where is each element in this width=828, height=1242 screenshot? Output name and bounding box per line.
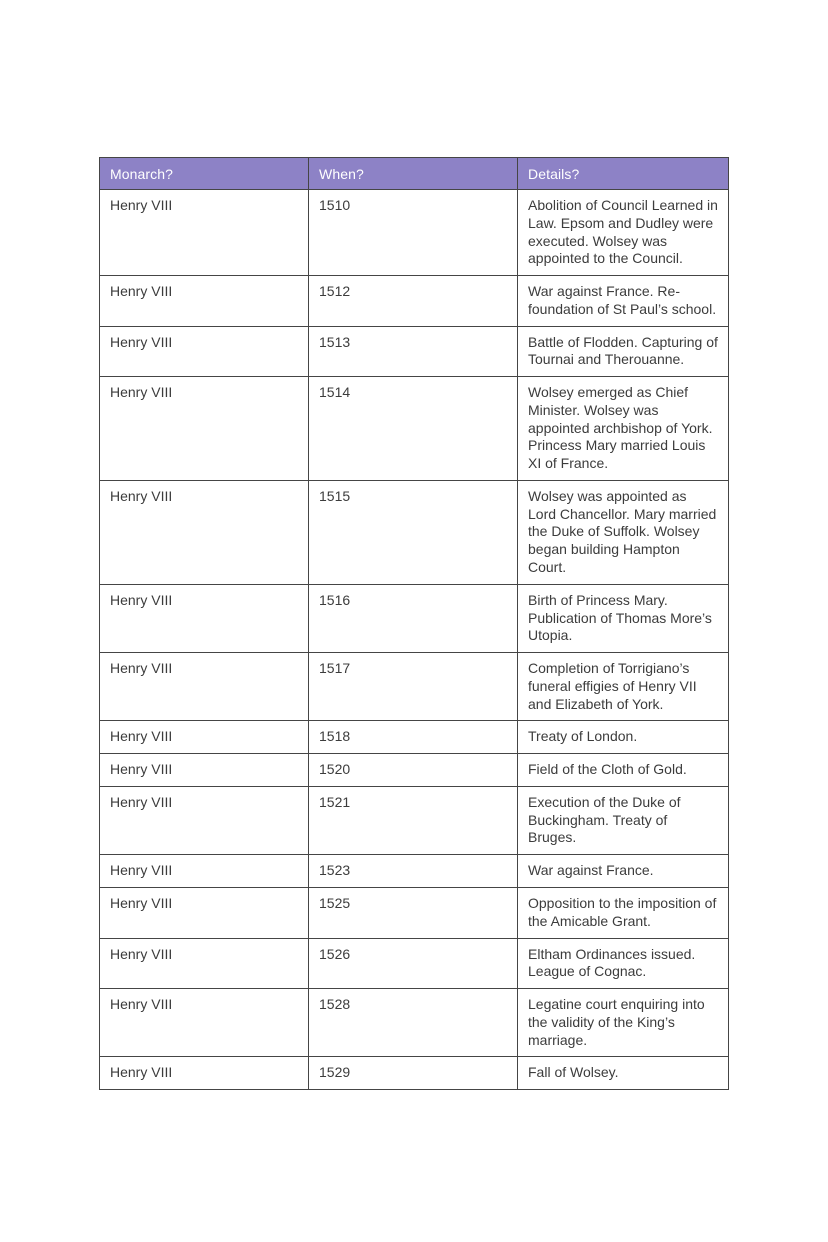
details-cell: Birth of Princess Mary. Publication of Thomas More’s Utopia.	[518, 584, 729, 652]
details-cell: Abolition of Council Learned in Law. Epsom and Dudley were executed. Wolsey was appointed to the Council.	[518, 190, 729, 276]
details-cell: Eltham Ordinances issued. League of Cognac.	[518, 938, 729, 989]
table-body	[100, 190, 729, 1090]
table-row	[100, 584, 729, 652]
table-row	[100, 989, 729, 1057]
table-header-row	[100, 158, 729, 190]
details-cell: War against France.	[518, 855, 729, 888]
when-cell: 1520	[309, 754, 518, 787]
when-cell: 1526	[309, 938, 518, 989]
details-cell: Wolsey emerged as Chief Minister. Wolsey was appointed archbishop of York. Princess Mary married Louis XI of France.	[518, 377, 729, 481]
monarch-cell: Henry VIII	[100, 584, 309, 652]
monarch-cell: Henry VIII	[100, 754, 309, 787]
when-cell: 1529	[309, 1057, 518, 1090]
monarch-cell: Henry VIII	[100, 276, 309, 327]
table-row	[100, 190, 729, 276]
details-cell: Execution of the Duke of Buckingham. Treaty of Bruges.	[518, 786, 729, 854]
details-cell: War against France. Re-foundation of St Paul’s school.	[518, 276, 729, 327]
table-row	[100, 938, 729, 989]
details-cell: Treaty of London.	[518, 721, 729, 754]
column-header-details: Details?	[518, 158, 729, 190]
details-cell: Fall of Wolsey.	[518, 1057, 729, 1090]
when-cell: 1514	[309, 377, 518, 481]
monarch-cell: Henry VIII	[100, 377, 309, 481]
details-cell: Completion of Torrigiano’s funeral effigies of Henry VII and Elizabeth of York.	[518, 653, 729, 721]
monarch-cell: Henry VIII	[100, 326, 309, 377]
when-cell: 1528	[309, 989, 518, 1057]
table-row	[100, 326, 729, 377]
when-cell: 1521	[309, 786, 518, 854]
details-cell: Opposition to the imposition of the Amicable Grant.	[518, 887, 729, 938]
monarch-cell: Henry VIII	[100, 887, 309, 938]
table-row	[100, 276, 729, 327]
table-row	[100, 754, 729, 787]
details-cell: Legatine court enquiring into the validity of the King’s marriage.	[518, 989, 729, 1057]
details-cell: Field of the Cloth of Gold.	[518, 754, 729, 787]
monarch-cell: Henry VIII	[100, 480, 309, 584]
when-cell: 1516	[309, 584, 518, 652]
monarch-cell: Henry VIII	[100, 855, 309, 888]
column-header-when: When?	[309, 158, 518, 190]
table-row	[100, 855, 729, 888]
table-row	[100, 721, 729, 754]
when-cell: 1515	[309, 480, 518, 584]
table-row	[100, 480, 729, 584]
table-row	[100, 887, 729, 938]
when-cell: 1512	[309, 276, 518, 327]
details-cell: Battle of Flodden. Capturing of Tournai and Therouanne.	[518, 326, 729, 377]
table-row	[100, 1057, 729, 1090]
monarch-cell: Henry VIII	[100, 190, 309, 276]
monarch-cell: Henry VIII	[100, 653, 309, 721]
monarch-cell: Henry VIII	[100, 1057, 309, 1090]
when-cell: 1518	[309, 721, 518, 754]
table-row	[100, 653, 729, 721]
monarch-table-container	[99, 157, 729, 1090]
when-cell: 1510	[309, 190, 518, 276]
monarch-cell: Henry VIII	[100, 989, 309, 1057]
monarch-cell: Henry VIII	[100, 786, 309, 854]
monarch-cell: Henry VIII	[100, 938, 309, 989]
monarch-cell: Henry VIII	[100, 721, 309, 754]
when-cell: 1517	[309, 653, 518, 721]
monarch-history-table	[99, 157, 729, 1090]
table-row	[100, 786, 729, 854]
when-cell: 1523	[309, 855, 518, 888]
column-header-monarch: Monarch?	[100, 158, 309, 190]
details-cell: Wolsey was appointed as Lord Chancellor. Mary married the Duke of Suffolk. Wolsey began building Hampton Court.	[518, 480, 729, 584]
table-row	[100, 377, 729, 481]
when-cell: 1513	[309, 326, 518, 377]
when-cell: 1525	[309, 887, 518, 938]
